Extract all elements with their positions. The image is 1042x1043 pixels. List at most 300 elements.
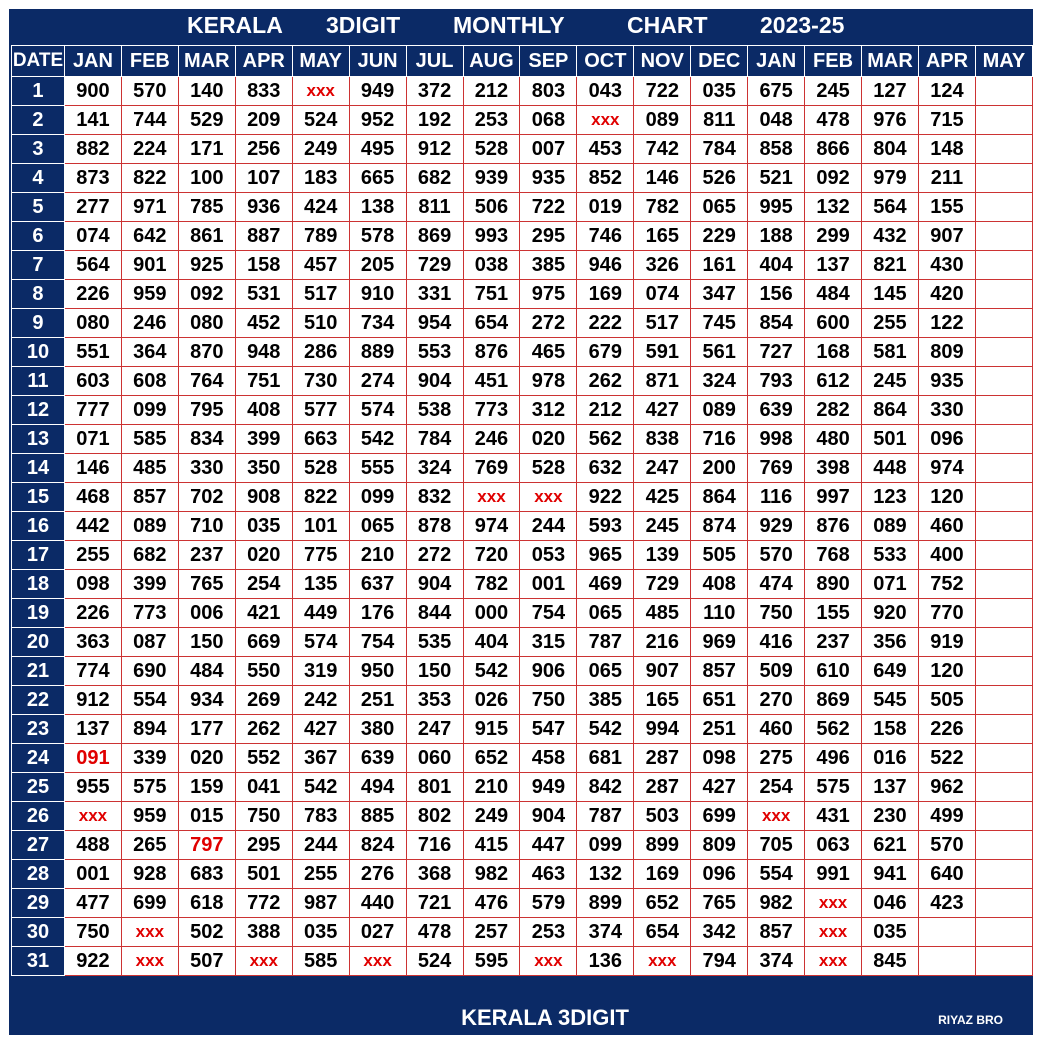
result-cell: 226 xyxy=(64,599,121,628)
result-cell: 141 xyxy=(64,106,121,135)
result-cell: 460 xyxy=(748,715,805,744)
result-cell: 904 xyxy=(406,570,463,599)
result-cell: 787 xyxy=(577,628,634,657)
result-cell: 484 xyxy=(178,657,235,686)
result-cell: 751 xyxy=(463,280,520,309)
result-cell: 020 xyxy=(178,744,235,773)
result-cell: 866 xyxy=(805,135,862,164)
result-cell: 773 xyxy=(463,396,520,425)
result-cell: 578 xyxy=(349,222,406,251)
result-cell: 019 xyxy=(577,193,634,222)
result-cell: 545 xyxy=(862,686,919,715)
result-cell: 135 xyxy=(292,570,349,599)
result-cell: 802 xyxy=(406,802,463,831)
result-cell: 774 xyxy=(64,657,121,686)
column-header-oct: OCT xyxy=(577,46,634,77)
result-cell: 889 xyxy=(349,338,406,367)
result-cell: 242 xyxy=(292,686,349,715)
result-cell: 864 xyxy=(862,396,919,425)
result-cell: 553 xyxy=(406,338,463,367)
column-header-may: MAY xyxy=(292,46,349,77)
result-cell: 995 xyxy=(748,193,805,222)
result-cell: 476 xyxy=(463,889,520,918)
result-cell: 640 xyxy=(918,860,975,889)
result-cell: 363 xyxy=(64,628,121,657)
result-cell: 765 xyxy=(691,889,748,918)
result-cell: 946 xyxy=(577,251,634,280)
title-part-chart: CHART xyxy=(627,12,708,38)
result-cell: 138 xyxy=(349,193,406,222)
result-cell: 920 xyxy=(862,599,919,628)
result-cell: 752 xyxy=(918,570,975,599)
result-cell: 720 xyxy=(463,541,520,570)
result-cell xyxy=(975,831,1032,860)
result-cell: 669 xyxy=(235,628,292,657)
result-cell: 350 xyxy=(235,454,292,483)
result-cell: 150 xyxy=(178,628,235,657)
result-cell: 603 xyxy=(64,367,121,396)
date-cell: 23 xyxy=(12,715,65,744)
result-cell: 642 xyxy=(121,222,178,251)
result-cell: 385 xyxy=(577,686,634,715)
result-cell: 330 xyxy=(178,454,235,483)
result-cell: 528 xyxy=(463,135,520,164)
result-cell: 949 xyxy=(349,77,406,106)
table-row xyxy=(12,106,1033,135)
result-cell: 928 xyxy=(121,860,178,889)
result-cell: 522 xyxy=(918,744,975,773)
table-row xyxy=(12,135,1033,164)
result-cell: 458 xyxy=(520,744,577,773)
result-cell: xxx xyxy=(463,483,520,512)
result-cell: 026 xyxy=(463,686,520,715)
result-cell: 501 xyxy=(235,860,292,889)
result-cell: 158 xyxy=(235,251,292,280)
result-cell: 222 xyxy=(577,309,634,338)
result-cell: 006 xyxy=(178,599,235,628)
result-cell: 211 xyxy=(918,164,975,193)
result-cell: 212 xyxy=(577,396,634,425)
result-cell: 971 xyxy=(121,193,178,222)
result-cell: 729 xyxy=(406,251,463,280)
result-cell: 517 xyxy=(634,309,691,338)
result-cell: 652 xyxy=(634,889,691,918)
table-row xyxy=(12,947,1033,976)
result-cell: 256 xyxy=(235,135,292,164)
result-cell: 122 xyxy=(918,309,975,338)
result-cell: 272 xyxy=(520,309,577,338)
result-cell: 372 xyxy=(406,77,463,106)
result-cell: 416 xyxy=(748,628,805,657)
result-cell: 339 xyxy=(121,744,178,773)
result-cell xyxy=(975,802,1032,831)
result-cell: 247 xyxy=(406,715,463,744)
result-cell: 538 xyxy=(406,396,463,425)
result-cell: 795 xyxy=(178,396,235,425)
result-cell: 092 xyxy=(805,164,862,193)
result-cell: 554 xyxy=(121,686,178,715)
result-cell: 997 xyxy=(805,483,862,512)
result-cell: 254 xyxy=(235,570,292,599)
result-cell: 065 xyxy=(577,657,634,686)
date-cell: 21 xyxy=(12,657,65,686)
result-cell: 169 xyxy=(577,280,634,309)
result-cell: 168 xyxy=(805,338,862,367)
result-cell: 001 xyxy=(64,860,121,889)
result-cell: 237 xyxy=(178,541,235,570)
result-cell: 089 xyxy=(862,512,919,541)
date-cell: 31 xyxy=(12,947,65,976)
result-cell: 952 xyxy=(349,106,406,135)
chart-title xyxy=(9,9,1033,43)
column-header-apr: APR xyxy=(918,46,975,77)
result-cell: 528 xyxy=(520,454,577,483)
result-cell xyxy=(975,512,1032,541)
result-cell: 253 xyxy=(463,106,520,135)
result-cell: 495 xyxy=(349,135,406,164)
result-cell: 398 xyxy=(805,454,862,483)
date-cell: 3 xyxy=(12,135,65,164)
result-cell: 574 xyxy=(349,396,406,425)
result-cell: 124 xyxy=(918,77,975,106)
result-cell: 822 xyxy=(121,164,178,193)
result-cell xyxy=(975,686,1032,715)
result-cell: 574 xyxy=(292,628,349,657)
result-cell: 682 xyxy=(406,164,463,193)
result-cell: 364 xyxy=(121,338,178,367)
result-cell: 991 xyxy=(805,860,862,889)
result-cell: 535 xyxy=(406,628,463,657)
result-cell: 098 xyxy=(64,570,121,599)
result-cell: xxx xyxy=(235,947,292,976)
date-cell: 24 xyxy=(12,744,65,773)
table-row xyxy=(12,454,1033,483)
result-cell: 907 xyxy=(634,657,691,686)
result-cell: 906 xyxy=(520,657,577,686)
result-cell: 900 xyxy=(64,77,121,106)
result-cell: 649 xyxy=(862,657,919,686)
date-cell: 26 xyxy=(12,802,65,831)
result-cell: 864 xyxy=(691,483,748,512)
result-cell: 496 xyxy=(805,744,862,773)
result-cell: 721 xyxy=(406,889,463,918)
result-cell: 080 xyxy=(178,309,235,338)
result-cell: 746 xyxy=(577,222,634,251)
result-cell: 861 xyxy=(178,222,235,251)
result-cell: 408 xyxy=(691,570,748,599)
result-cell: 857 xyxy=(748,918,805,947)
column-header-jun: JUN xyxy=(349,46,406,77)
result-cell: 155 xyxy=(805,599,862,628)
result-cell xyxy=(975,367,1032,396)
result-cell: 575 xyxy=(805,773,862,802)
date-cell: 12 xyxy=(12,396,65,425)
column-header-jul: JUL xyxy=(406,46,463,77)
result-cell: 146 xyxy=(634,164,691,193)
result-cell: 425 xyxy=(634,483,691,512)
result-cell: 020 xyxy=(520,425,577,454)
result-cell: 035 xyxy=(691,77,748,106)
result-cell: 137 xyxy=(862,773,919,802)
result-cell: 432 xyxy=(862,222,919,251)
result-cell: 915 xyxy=(463,715,520,744)
result-cell xyxy=(975,309,1032,338)
result-cell: 038 xyxy=(463,251,520,280)
table-row xyxy=(12,222,1033,251)
result-cell: 453 xyxy=(577,135,634,164)
result-cell: 730 xyxy=(292,367,349,396)
result-cell: 919 xyxy=(918,628,975,657)
result-cell: 255 xyxy=(862,309,919,338)
result-cell: 427 xyxy=(292,715,349,744)
result-cell: 555 xyxy=(349,454,406,483)
result-cell: 705 xyxy=(748,831,805,860)
result-cell: 750 xyxy=(64,918,121,947)
date-cell: 25 xyxy=(12,773,65,802)
result-cell: 509 xyxy=(748,657,805,686)
result-cell: 994 xyxy=(634,715,691,744)
result-cell: 330 xyxy=(918,396,975,425)
results-table xyxy=(11,45,1033,976)
result-cell: 716 xyxy=(691,425,748,454)
result-cell: 845 xyxy=(862,947,919,976)
result-cell: 116 xyxy=(748,483,805,512)
result-cell: 874 xyxy=(691,512,748,541)
result-cell: 074 xyxy=(634,280,691,309)
result-cell: 834 xyxy=(178,425,235,454)
result-cell: xxx xyxy=(121,918,178,947)
result-cell: 993 xyxy=(463,222,520,251)
result-cell: 237 xyxy=(805,628,862,657)
result-cell: 639 xyxy=(349,744,406,773)
footer-label: KERALA 3DIGIT xyxy=(461,1005,629,1030)
result-cell: 035 xyxy=(292,918,349,947)
column-header-feb: FEB xyxy=(805,46,862,77)
result-cell: 852 xyxy=(577,164,634,193)
result-cell: 400 xyxy=(918,541,975,570)
result-cell: 089 xyxy=(634,106,691,135)
date-cell: 27 xyxy=(12,831,65,860)
result-cell: 959 xyxy=(121,280,178,309)
result-cell: 618 xyxy=(178,889,235,918)
result-cell xyxy=(975,164,1032,193)
result-cell: 205 xyxy=(349,251,406,280)
result-cell: 155 xyxy=(918,193,975,222)
result-cell: 120 xyxy=(918,657,975,686)
result-cell: 101 xyxy=(292,512,349,541)
result-cell: 251 xyxy=(349,686,406,715)
result-cell: 910 xyxy=(349,280,406,309)
result-cell: 295 xyxy=(520,222,577,251)
table-row xyxy=(12,541,1033,570)
result-cell: 789 xyxy=(292,222,349,251)
result-cell: 245 xyxy=(634,512,691,541)
result-cell: 978 xyxy=(520,367,577,396)
result-cell: 474 xyxy=(748,570,805,599)
result-cell: 750 xyxy=(520,686,577,715)
column-header-aug: AUG xyxy=(463,46,520,77)
result-cell: 715 xyxy=(918,106,975,135)
result-cell xyxy=(918,947,975,976)
result-cell: 803 xyxy=(520,77,577,106)
result-cell: 811 xyxy=(691,106,748,135)
result-cell xyxy=(975,425,1032,454)
result-cell: 533 xyxy=(862,541,919,570)
result-cell: 430 xyxy=(918,251,975,280)
result-cell: 245 xyxy=(862,367,919,396)
result-cell: 690 xyxy=(121,657,178,686)
result-cell: 794 xyxy=(691,947,748,976)
result-cell: 177 xyxy=(178,715,235,744)
result-cell: 742 xyxy=(634,135,691,164)
result-cell: 212 xyxy=(463,77,520,106)
result-cell xyxy=(975,396,1032,425)
table-row xyxy=(12,251,1033,280)
result-cell: 764 xyxy=(178,367,235,396)
date-cell: 30 xyxy=(12,918,65,947)
result-cell: 505 xyxy=(918,686,975,715)
result-cell: 600 xyxy=(805,309,862,338)
result-cell: 529 xyxy=(178,106,235,135)
table-row xyxy=(12,744,1033,773)
column-header-dec: DEC xyxy=(691,46,748,77)
result-cell xyxy=(975,715,1032,744)
result-cell: 510 xyxy=(292,309,349,338)
result-cell: 253 xyxy=(520,918,577,947)
chart-footer xyxy=(9,1003,1033,1035)
result-cell: 729 xyxy=(634,570,691,599)
result-cell: 775 xyxy=(292,541,349,570)
result-cell: 065 xyxy=(691,193,748,222)
result-cell: 772 xyxy=(235,889,292,918)
result-cell: 299 xyxy=(805,222,862,251)
result-cell: 449 xyxy=(292,599,349,628)
result-cell: 754 xyxy=(349,628,406,657)
result-cell: 499 xyxy=(918,802,975,831)
table-row xyxy=(12,309,1033,338)
result-cell: 870 xyxy=(178,338,235,367)
result-cell: 465 xyxy=(520,338,577,367)
result-cell: 561 xyxy=(691,338,748,367)
date-cell: 13 xyxy=(12,425,65,454)
result-cell: 797 xyxy=(178,831,235,860)
result-cell: 975 xyxy=(520,280,577,309)
result-cell: 132 xyxy=(805,193,862,222)
result-cell: 165 xyxy=(634,686,691,715)
result-cell: 226 xyxy=(918,715,975,744)
result-cell: 665 xyxy=(349,164,406,193)
date-cell: 20 xyxy=(12,628,65,657)
result-cell: 727 xyxy=(748,338,805,367)
result-cell: 987 xyxy=(292,889,349,918)
result-cell: 148 xyxy=(918,135,975,164)
result-cell: 099 xyxy=(577,831,634,860)
result-cell: 440 xyxy=(349,889,406,918)
result-cell xyxy=(975,541,1032,570)
result-cell: 941 xyxy=(862,860,919,889)
result-cell: 068 xyxy=(520,106,577,135)
result-cell: 146 xyxy=(64,454,121,483)
result-cell: 065 xyxy=(349,512,406,541)
result-cell: 654 xyxy=(634,918,691,947)
result-cell: 832 xyxy=(406,483,463,512)
result-cell: 908 xyxy=(235,483,292,512)
result-cell: 192 xyxy=(406,106,463,135)
result-cell: 183 xyxy=(292,164,349,193)
result-cell: 570 xyxy=(748,541,805,570)
result-cell: xxx xyxy=(577,106,634,135)
result-cell: 063 xyxy=(805,831,862,860)
result-cell: 564 xyxy=(64,251,121,280)
result-cell: 501 xyxy=(862,425,919,454)
table-row xyxy=(12,686,1033,715)
result-cell: 782 xyxy=(634,193,691,222)
result-cell: 887 xyxy=(235,222,292,251)
result-cell: 312 xyxy=(520,396,577,425)
date-cell: 16 xyxy=(12,512,65,541)
result-cell: 276 xyxy=(349,860,406,889)
result-cell: 427 xyxy=(691,773,748,802)
result-cell: 754 xyxy=(520,599,577,628)
result-cell: 681 xyxy=(577,744,634,773)
column-header-sep: SEP xyxy=(520,46,577,77)
result-cell: 934 xyxy=(178,686,235,715)
date-cell: 17 xyxy=(12,541,65,570)
result-cell: 158 xyxy=(862,715,919,744)
result-cell: 110 xyxy=(691,599,748,628)
date-cell: 18 xyxy=(12,570,65,599)
result-cell: 809 xyxy=(691,831,748,860)
result-cell: 577 xyxy=(292,396,349,425)
result-cell: 982 xyxy=(463,860,520,889)
result-cell: 404 xyxy=(748,251,805,280)
result-cell: 716 xyxy=(406,831,463,860)
result-cell: 272 xyxy=(406,541,463,570)
result-cell: 480 xyxy=(805,425,862,454)
title-part-years: 2023-25 xyxy=(760,12,845,38)
result-cell: 907 xyxy=(918,222,975,251)
table-row xyxy=(12,164,1033,193)
result-cell: 965 xyxy=(577,541,634,570)
result-cell: xxx xyxy=(121,947,178,976)
result-cell: 632 xyxy=(577,454,634,483)
result-cell: 270 xyxy=(748,686,805,715)
result-cell: 089 xyxy=(691,396,748,425)
result-cell: 857 xyxy=(691,657,748,686)
result-cell: 506 xyxy=(463,193,520,222)
result-cell: 801 xyxy=(406,773,463,802)
result-cell: 431 xyxy=(805,802,862,831)
result-cell: 782 xyxy=(463,570,520,599)
result-cell: 249 xyxy=(292,135,349,164)
result-cell: 890 xyxy=(805,570,862,599)
table-row xyxy=(12,193,1033,222)
result-cell: 722 xyxy=(520,193,577,222)
result-cell: 016 xyxy=(862,744,919,773)
date-cell: 14 xyxy=(12,454,65,483)
result-cell: 610 xyxy=(805,657,862,686)
result-cell: 210 xyxy=(463,773,520,802)
result-cell: 096 xyxy=(918,425,975,454)
result-cell: 277 xyxy=(64,193,121,222)
result-cell: 041 xyxy=(235,773,292,802)
result-cell: 447 xyxy=(520,831,577,860)
result-cell: 833 xyxy=(235,77,292,106)
result-cell: 107 xyxy=(235,164,292,193)
chart-frame xyxy=(9,9,1033,1035)
result-cell: 015 xyxy=(178,802,235,831)
result-cell: 858 xyxy=(748,135,805,164)
